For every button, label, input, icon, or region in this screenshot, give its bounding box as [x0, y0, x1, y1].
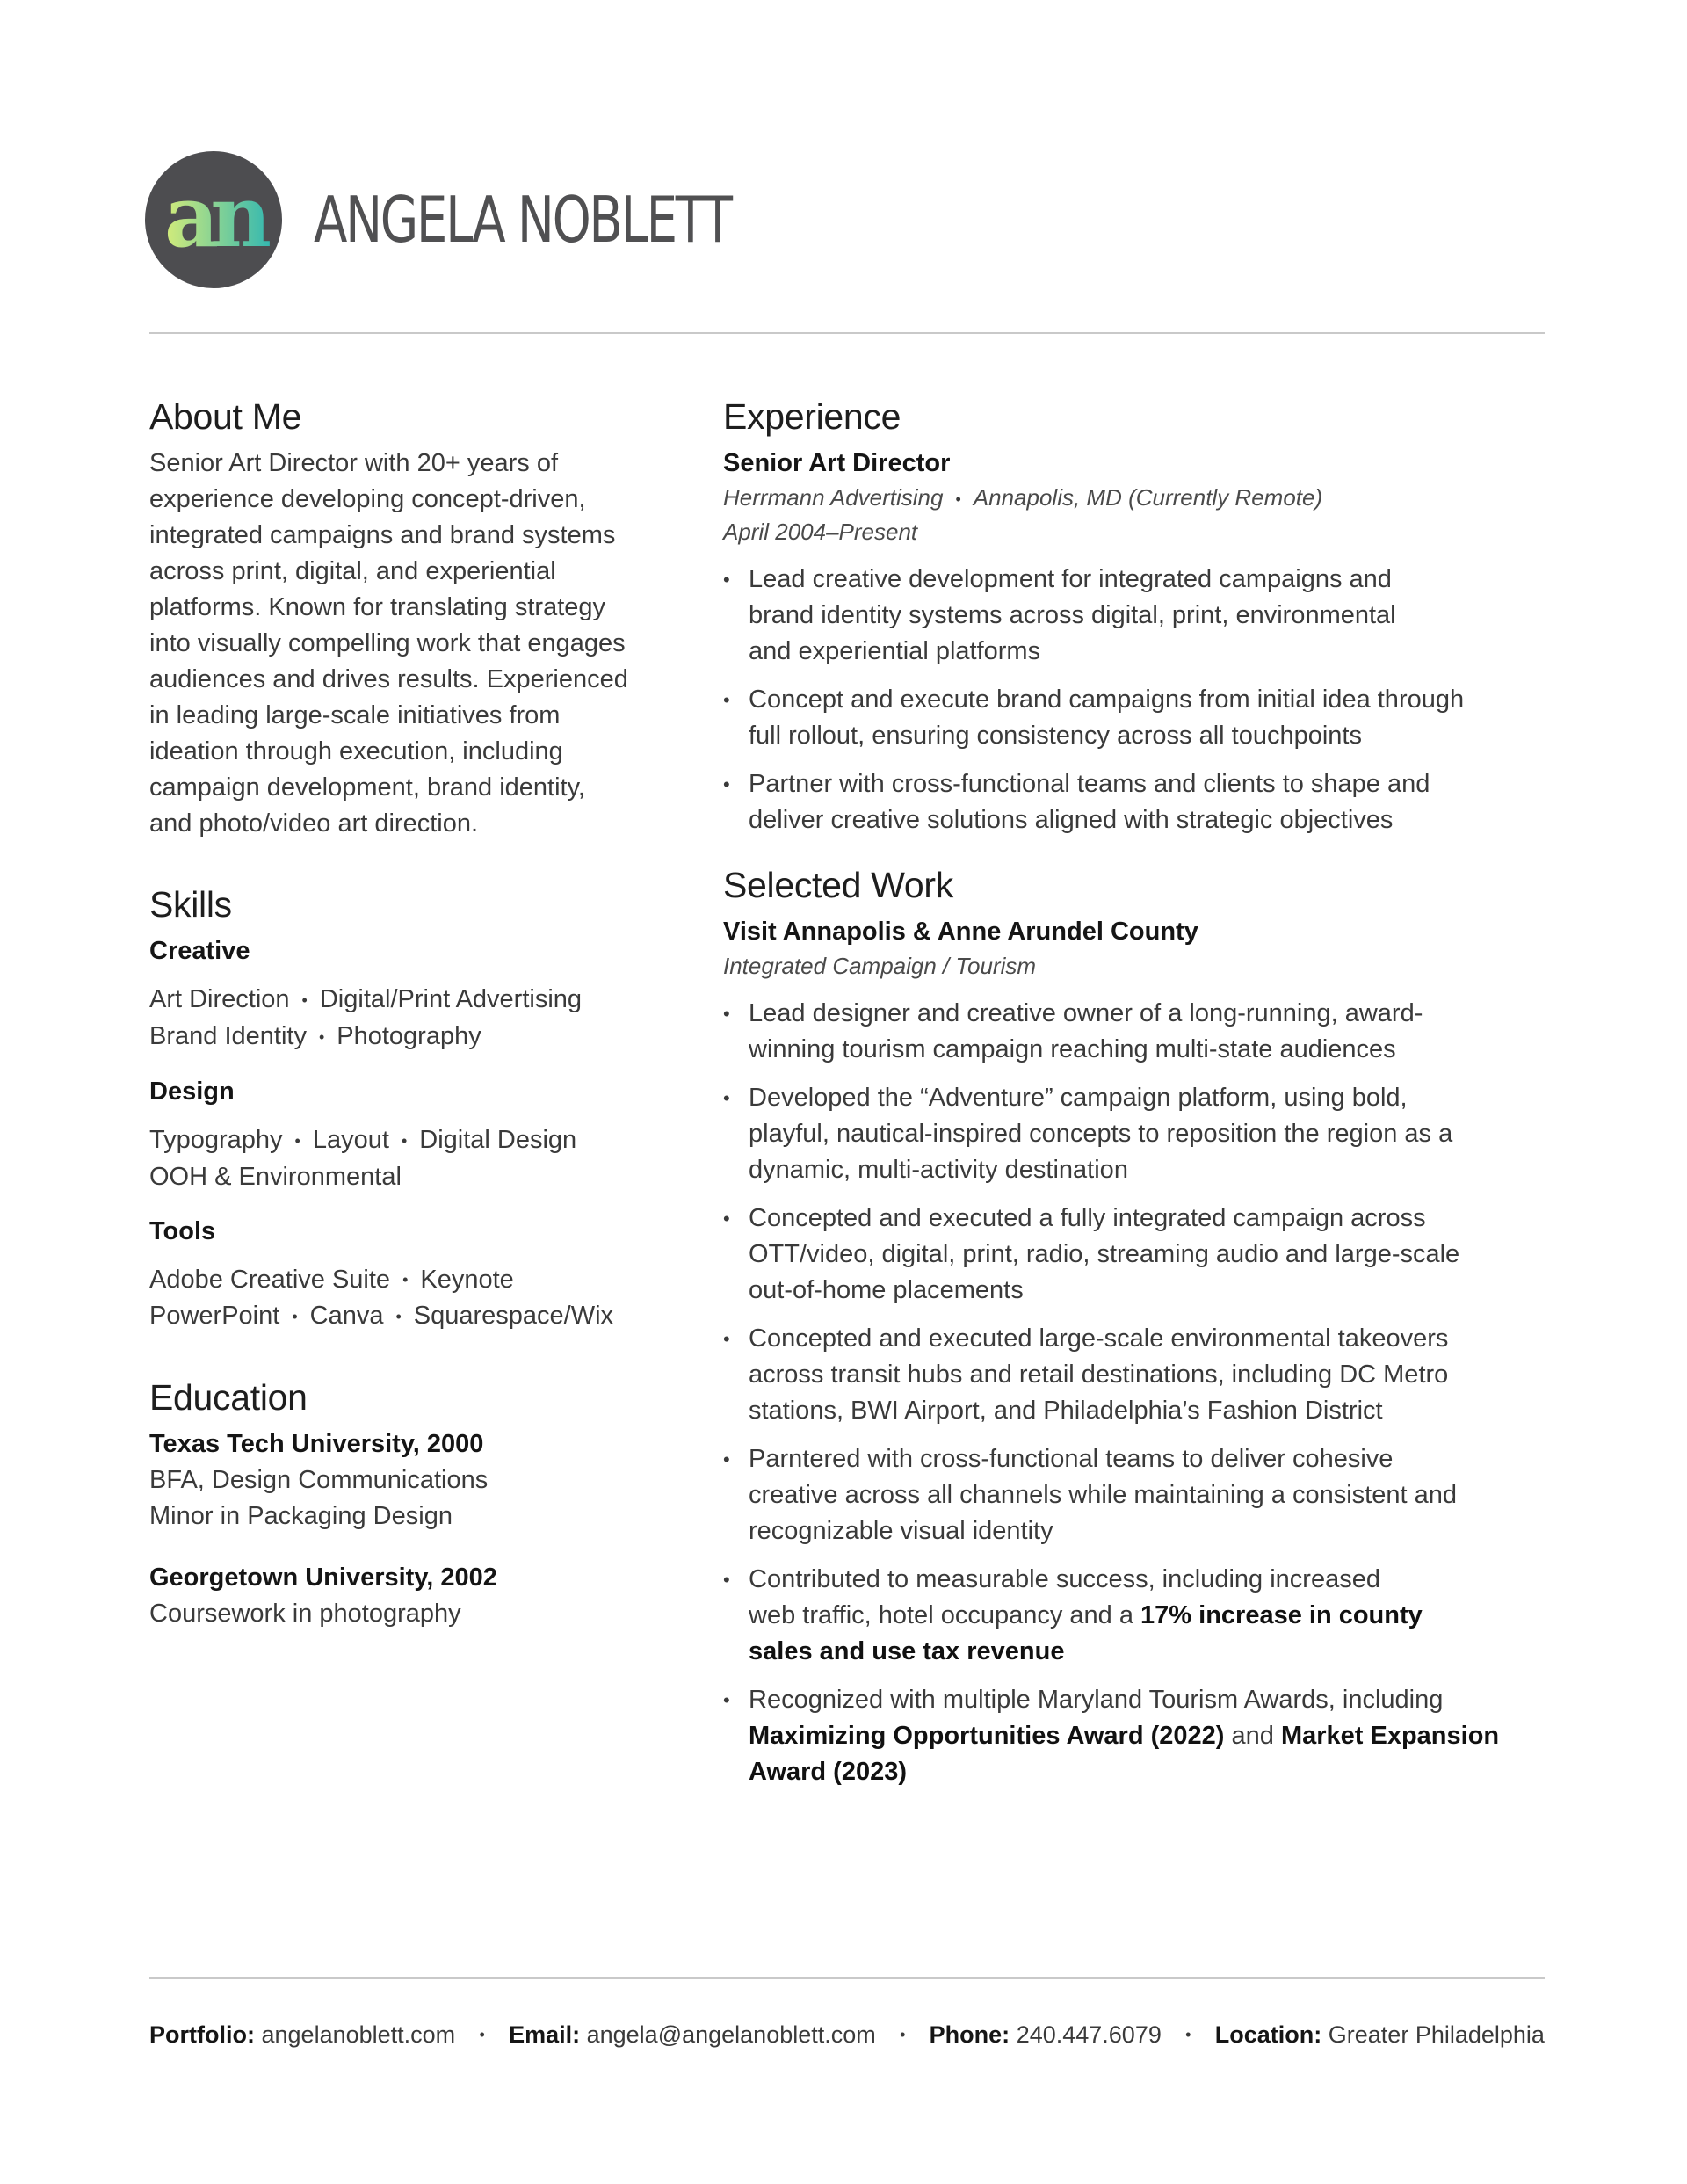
bullet-line: and experiential platforms	[749, 636, 1041, 665]
skill-item: Squarespace/Wix	[413, 1302, 614, 1331]
experience-bullet	[723, 766, 1545, 838]
bullet-dot: •	[723, 568, 730, 591]
bullet-dot: •	[723, 1688, 730, 1711]
work-bullet	[723, 996, 1545, 1068]
work-bullet	[723, 1562, 1545, 1670]
school-name: Georgetown University, 2002	[149, 1564, 497, 1593]
skill-item: OOH & Environmental	[149, 1162, 402, 1191]
bullet-line: Concepted and executed large-scale environmental takeovers	[749, 1324, 1449, 1353]
bullet-dot: •	[723, 1327, 730, 1350]
bullet-line: recognizable visual identity	[749, 1516, 1053, 1545]
work-bullet	[723, 1682, 1545, 1790]
about-line: into visually compelling work that engages	[149, 629, 626, 657]
work-bullet	[723, 1201, 1545, 1309]
separator-dot: •	[402, 1271, 409, 1289]
bullet-highlight: sales and use tax revenue	[749, 1636, 1065, 1665]
about-line: across print, digital, and experiential	[149, 557, 556, 585]
separator-dot: •	[401, 1131, 408, 1150]
email-contact	[509, 2017, 876, 2052]
bullet-line: Contributed to measurable success, including increased	[749, 1564, 1380, 1593]
bullet-line: Lead designer and creative owner of a long-running, award-	[749, 998, 1423, 1027]
bullet-line: winning tourism campaign reaching multi-state audiences	[749, 1034, 1396, 1063]
skills-section	[149, 879, 677, 1335]
about-line: and photo/video art direction.	[149, 809, 479, 838]
about-line: ideation through execution, including	[149, 737, 563, 765]
separator-dot: •	[955, 490, 961, 508]
skill-item: Digital Design	[419, 1125, 577, 1154]
about-line: Senior Art Director with 20+ years of	[149, 449, 559, 477]
monogram-letters: an	[164, 167, 263, 266]
skill-item: Layout	[312, 1125, 389, 1154]
skills-creative-list	[149, 982, 677, 1056]
phone-label: Phone:	[929, 2021, 1010, 2048]
bullet-dot: •	[723, 688, 730, 711]
footer-divider	[149, 1977, 1545, 1979]
experience-bullet	[723, 562, 1545, 670]
bullet-dot: •	[723, 773, 730, 795]
separator-dot: •	[318, 1027, 325, 1046]
bullet-text: and	[1224, 1721, 1281, 1750]
skill-item: Keynote	[420, 1265, 514, 1294]
job-location: Annapolis, MD (Currently Remote)	[973, 484, 1323, 511]
skill-item: Adobe Creative Suite	[149, 1265, 391, 1294]
about-line: integrated campaigns and brand systems	[149, 521, 616, 549]
phone-contact	[930, 2017, 1162, 2052]
about-line: platforms. Known for translating strategy	[149, 593, 606, 621]
resume-header	[145, 151, 849, 288]
monogram-logo-mark	[145, 151, 282, 288]
skills-line	[149, 1019, 677, 1056]
education-entry	[149, 1560, 677, 1632]
bullet-line: Recognized with multiple Maryland Tourism Awards, including	[749, 1685, 1444, 1714]
left-column	[149, 391, 677, 1632]
award-name: Maximizing Opportunities Award (2022)	[749, 1721, 1225, 1750]
skills-line	[149, 1159, 677, 1195]
project-title: Visit Annapolis & Anne Arundel County	[723, 917, 1198, 946]
location-label: Location:	[1214, 2021, 1322, 2048]
about-line: campaign development, brand identity,	[149, 773, 585, 802]
email-label: Email:	[509, 2021, 581, 2048]
right-column	[723, 391, 1545, 1803]
bullet-line: brand identity systems across digital, print, environmental	[749, 600, 1396, 629]
bullet-dot: •	[723, 1086, 730, 1109]
header-divider	[149, 332, 1545, 334]
skill-item: Brand Identity	[149, 1021, 307, 1050]
award-name: Award (2023)	[749, 1757, 907, 1786]
skills-creative-title: Creative	[149, 937, 250, 965]
education-entry	[149, 1426, 677, 1535]
company-name: Herrmann Advertising	[723, 484, 944, 511]
work-bullet	[723, 1321, 1545, 1429]
bullet-line: creative across all channels while maintaining a consistent and	[749, 1480, 1457, 1509]
work-bullet	[723, 1080, 1545, 1188]
job-title: Senior Art Director	[723, 449, 951, 477]
bullet-line: dynamic, multi-activity destination	[749, 1155, 1128, 1184]
bullet-line: OTT/video, digital, print, radio, streaming audio and large-scale	[749, 1239, 1460, 1268]
separator-dot: •	[292, 1308, 298, 1326]
bullet-dot: •	[723, 1568, 730, 1591]
bullet-line: Concept and execute brand campaigns from initial idea through	[749, 685, 1465, 714]
separator-dot: •	[395, 1308, 402, 1326]
skill-item: Typography	[149, 1125, 283, 1154]
bullet-line: deliver creative solutions aligned with strategic objectives	[749, 805, 1394, 834]
skills-design-list	[149, 1122, 677, 1195]
experience-heading: Experience	[723, 396, 901, 437]
job-dates: April 2004–Present	[723, 518, 918, 545]
skill-item: Canva	[309, 1302, 384, 1331]
work-bullet	[723, 1441, 1545, 1549]
bullet-text: web traffic, hotel occupancy and a	[749, 1600, 1141, 1629]
bullet-line	[749, 1718, 1545, 1754]
separator-dot: •	[900, 2026, 906, 2043]
portfolio-link[interactable]: angelanoblett.com	[261, 2021, 456, 2048]
bullet-line: Parntered with cross-functional teams to deliver cohesive	[749, 1444, 1394, 1473]
skill-item: Art Direction	[149, 985, 290, 1013]
separator-dot: •	[1185, 2026, 1191, 2043]
about-line: experience developing concept-driven,	[149, 485, 586, 513]
phone-number[interactable]: 240.447.6079	[1016, 2021, 1162, 2048]
bullet-highlight: 17% increase in county	[1140, 1600, 1423, 1629]
about-body	[149, 446, 677, 842]
experience-bullets	[723, 562, 1545, 838]
degree-line: BFA, Design Communications	[149, 1466, 489, 1495]
bullet-line	[749, 1598, 1545, 1634]
skill-item: Digital/Print Advertising	[319, 985, 583, 1013]
experience-section	[723, 391, 1545, 838]
skills-line	[149, 1122, 677, 1159]
bullet-dot: •	[723, 1207, 730, 1230]
about-heading: About Me	[149, 396, 302, 437]
separator-dot: •	[294, 1131, 300, 1150]
skills-tools-list	[149, 1262, 677, 1336]
bullet-line: out-of-home placements	[749, 1275, 1024, 1304]
location-value: Greater Philadelphia	[1328, 2021, 1545, 2048]
award-name: Market Expansion	[1280, 1721, 1500, 1750]
skills-line	[149, 1262, 677, 1299]
skills-line	[149, 982, 677, 1019]
skill-item: Photography	[337, 1021, 481, 1050]
education-section	[149, 1372, 677, 1632]
skills-tools-title: Tools	[149, 1216, 216, 1245]
degree-line: Minor in Packaging Design	[149, 1502, 453, 1531]
about-section	[149, 391, 677, 842]
skills-heading: Skills	[149, 884, 232, 925]
bullet-line: Developed the “Adventure” campaign platform, using bold,	[749, 1083, 1408, 1112]
selected-work-section	[723, 860, 1545, 1790]
email-link[interactable]: angela@angelanoblett.com	[586, 2021, 876, 2048]
skills-line	[149, 1298, 677, 1335]
bullet-line: playful, nautical-inspired concepts to reposition the region as a	[749, 1119, 1453, 1148]
candidate-name: ANGELA NOBLETT	[314, 183, 731, 257]
bullet-line: stations, BWI Airport, and Philadelphia’s Fashion District	[749, 1396, 1383, 1425]
bullet-dot: •	[723, 1448, 730, 1470]
work-bullets	[723, 996, 1545, 1790]
bullet-line: across transit hubs and retail destinations, including DC Metro	[749, 1360, 1449, 1389]
job-employer-line	[723, 482, 1545, 516]
school-name: Texas Tech University, 2000	[149, 1430, 484, 1459]
portfolio-contact	[149, 2017, 455, 2052]
portfolio-label: Portfolio:	[149, 2021, 255, 2048]
project-type: Integrated Campaign / Tourism	[723, 952, 1037, 979]
bullet-line: Lead creative development for integrated campaigns and	[749, 564, 1392, 593]
education-heading: Education	[149, 1377, 308, 1419]
skills-design-title: Design	[149, 1077, 235, 1106]
bullet-line: Partner with cross-functional teams and clients to shape and	[749, 769, 1430, 798]
bullet-line: full rollout, ensuring consistency across all touchpoints	[749, 721, 1362, 750]
experience-bullet	[723, 682, 1545, 754]
degree-line: Coursework in photography	[149, 1600, 461, 1629]
bullet-dot: •	[723, 1002, 730, 1025]
location-contact	[1215, 2017, 1545, 2052]
selected-work-heading: Selected Work	[723, 864, 953, 905]
contact-footer	[149, 2017, 1545, 2052]
separator-dot: •	[301, 990, 308, 1009]
about-line: in leading large-scale initiatives from	[149, 701, 561, 729]
monogram-logo	[145, 151, 282, 288]
bullet-line: Concepted and executed a fully integrated campaign across	[749, 1203, 1426, 1232]
separator-dot: •	[479, 2026, 485, 2043]
skill-item: PowerPoint	[149, 1302, 280, 1331]
about-line: audiences and drives results. Experienced	[149, 665, 628, 693]
